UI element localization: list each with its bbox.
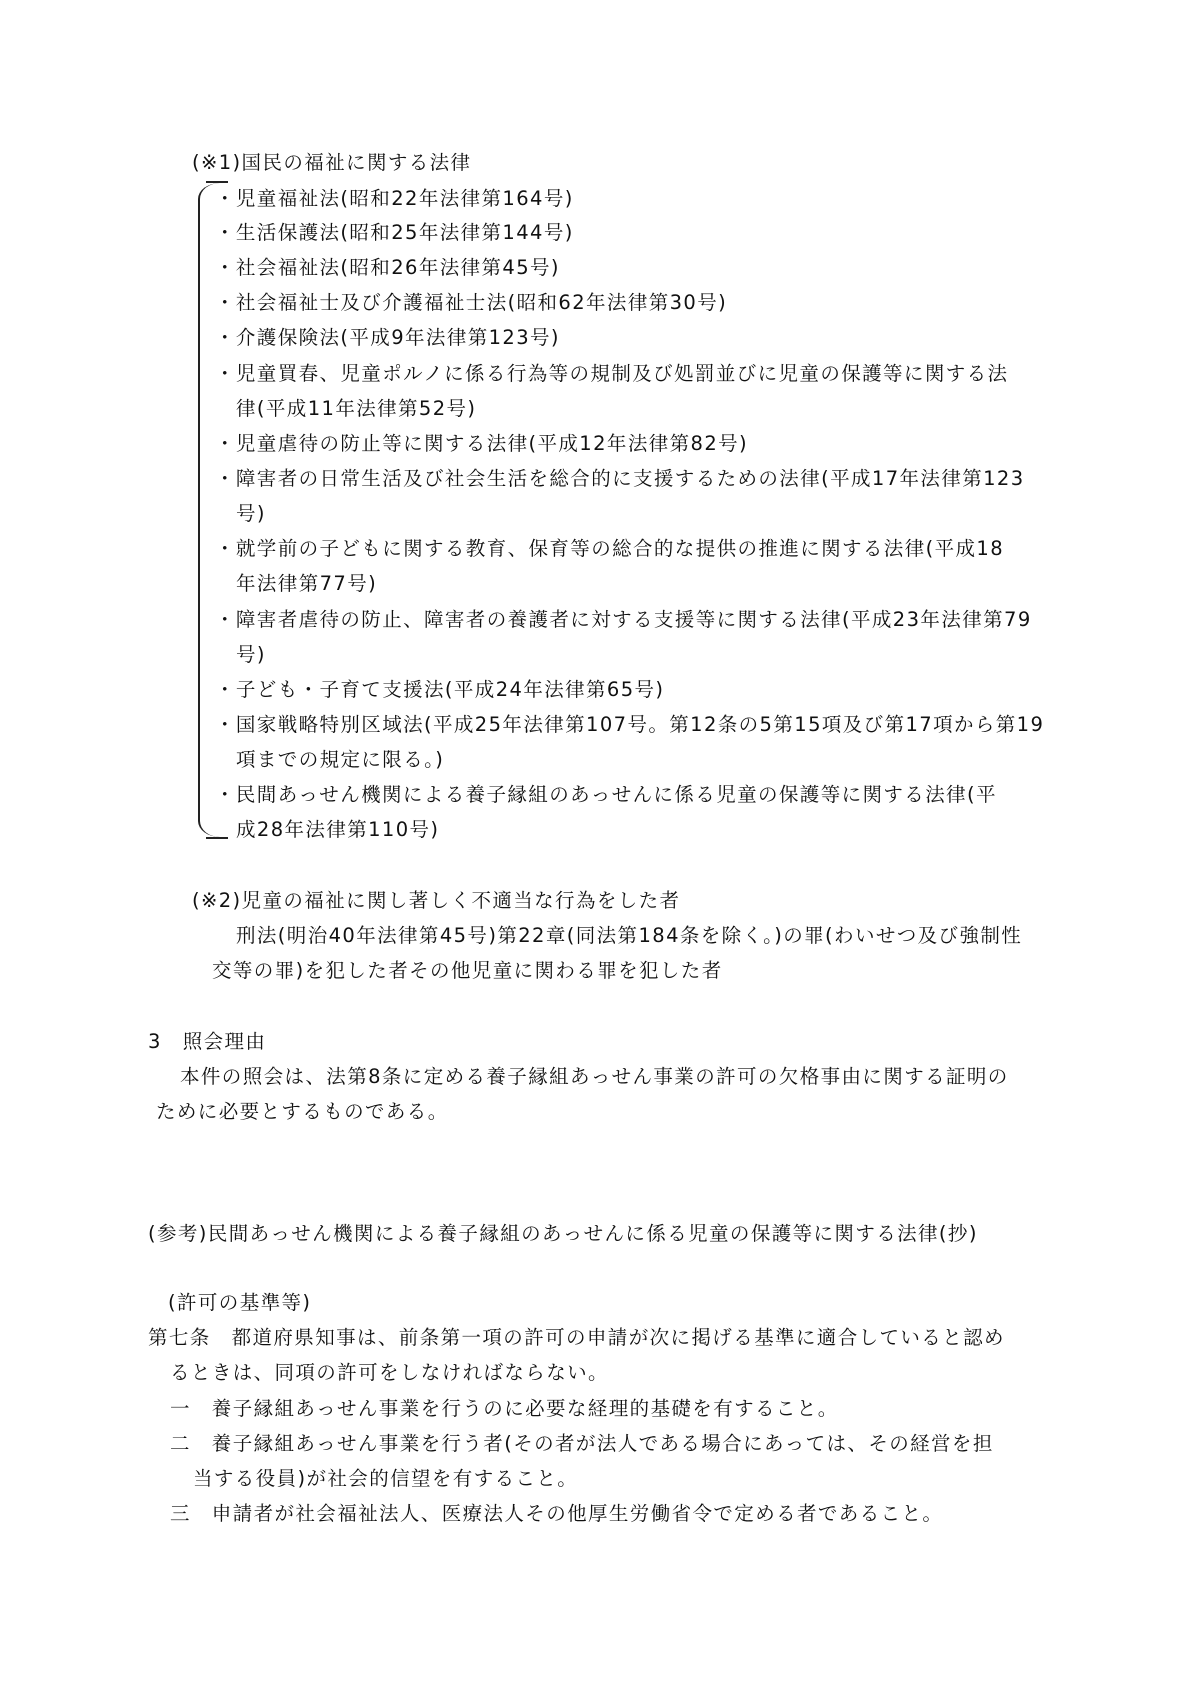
- note2-heading: (※2)児童の福祉に関し著しく不適当な行為をした者: [192, 889, 681, 912]
- reference-title: (参考)民間あっせん機関による養子縁組のあっせんに係る児童の保護等に関する法律(抄): [148, 1222, 978, 1245]
- law-item: ・生活保護法(昭和25年法律第144号): [215, 221, 574, 244]
- law-item: ・児童買春、児童ポルノに係る行為等の規制及び処罰並びに児童の保護等に関する法: [215, 362, 1009, 385]
- section3-text: 本件の照会は、法第8条に定める養子縁組あっせん事業の許可の欠格事由に関する証明の: [180, 1065, 1009, 1088]
- note2-text: 刑法(明治40年法律第45号)第22章(同法第184条を除く。)の罪(わいせつ及び強制性: [236, 924, 1023, 947]
- law-item: ・子ども・子育て支援法(平成24年法律第65号): [215, 678, 665, 701]
- article-item: 二 養子縁組あっせん事業を行う者(その者が法人である場合にあっては、その経営を担: [170, 1432, 994, 1455]
- article-item-continuation: 当する役員)が社会的信望を有すること。: [193, 1467, 579, 1490]
- law-item: ・介護保険法(平成9年法律第123号): [215, 326, 560, 349]
- law-item: ・児童福祉法(昭和22年法律第164号): [215, 187, 574, 210]
- law-item-continuation: 号): [236, 643, 266, 666]
- section3-text: ために必要とするものである。: [156, 1100, 449, 1123]
- law-item: ・児童虐待の防止等に関する法律(平成12年法律第82号): [215, 432, 749, 455]
- law-item: ・社会福祉法(昭和26年法律第45号): [215, 256, 560, 279]
- law-item: ・就学前の子どもに関する教育、保育等の総合的な提供の推進に関する法律(平成18: [215, 537, 1005, 560]
- law-item: ・国家戦略特別区域法(平成25年法律第107号。第12条の5第15項及び第17項から第19: [215, 713, 1045, 736]
- article-text: るときは、同項の許可をしなければならない。: [170, 1361, 609, 1384]
- article-caption: (許可の基準等): [168, 1291, 312, 1314]
- law-item-continuation: 律(平成11年法律第52号): [236, 397, 477, 420]
- law-item-continuation: 成28年法律第110号): [236, 818, 440, 841]
- law-item: ・社会福祉士及び介護福祉士法(昭和62年法律第30号): [215, 291, 728, 314]
- article-item: 一 養子縁組あっせん事業を行うのに必要な経理的基礎を有すること。: [170, 1397, 839, 1420]
- article-item: 三 申請者が社会福祉法人、医療法人その他厚生労働省令で定める者であること。: [170, 1502, 944, 1525]
- section3-heading: 3 照会理由: [148, 1030, 267, 1053]
- law-item: ・障害者虐待の防止、障害者の養護者に対する支援等に関する法律(平成23年法律第79: [215, 608, 1032, 631]
- law-item-continuation: 号): [236, 502, 266, 525]
- law-list-bracket: [198, 183, 228, 837]
- law-item: ・障害者の日常生活及び社会生活を総合的に支援するための法律(平成17年法律第123: [215, 467, 1025, 490]
- law-item: ・民間あっせん機関による養子縁組のあっせんに係る児童の保護等に関する法律(平: [215, 783, 997, 806]
- article-text: 第七条 都道府県知事は、前条第一項の許可の申請が次に掲げる基準に適合していると認め: [148, 1326, 1005, 1349]
- law-item-continuation: 項までの規定に限る。): [236, 748, 445, 771]
- note1-heading: (※1)国民の福祉に関する法律: [192, 151, 472, 174]
- note2-text: 交等の罪)を犯した者その他児童に関わる罪を犯した者: [212, 959, 723, 982]
- law-item-continuation: 年法律第77号): [236, 572, 378, 595]
